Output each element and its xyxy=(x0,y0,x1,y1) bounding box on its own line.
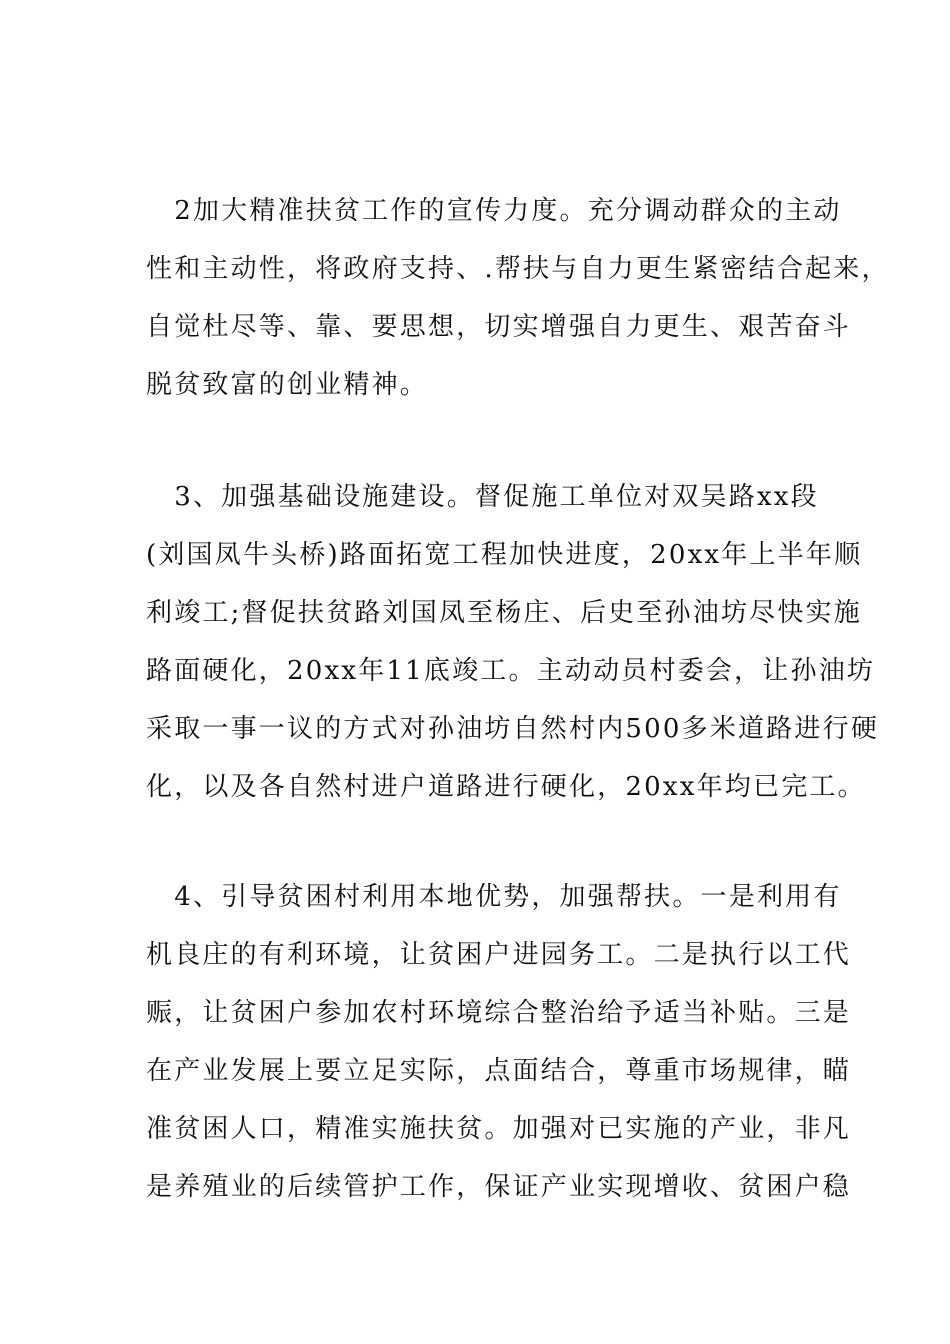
text-line: 利竣工;督促扶贫路刘国凤至杨庄、后史至孙油坊尽快实施 xyxy=(146,598,862,628)
text-line: 是养殖业的后续管护工作，保证产业实现增收、贫困户稳 xyxy=(146,1172,852,1202)
text-line: 3、加强基础设施建设。督促施工单位对双吴路xx段 xyxy=(146,482,819,512)
text-line: 脱贫致富的创业精神。 xyxy=(146,370,429,400)
text-line: (刘国凤牛头桥)路面拓宽工程加快进度，20xx年上半年顺 xyxy=(146,540,863,570)
text-line: 在产业发展上要立足实际，点面结合，尊重市场规律，瞄 xyxy=(146,1056,852,1086)
text-line: 准贫困人口，精准实施扶贫。加强对已实施的产业，非凡 xyxy=(146,1114,852,1144)
text-line: 化，以及各自然村进户道路进行硬化，20xx年均已完工。 xyxy=(146,772,866,802)
paragraph-local-advantage xyxy=(146,868,852,1216)
text-line: 机良庄的有利环境，让贫困户进园务工。二是执行以工代 xyxy=(146,940,852,970)
text-line: 性和主动性，将政府支持、.帮扶与自力更生紧密结合起来， xyxy=(146,254,890,284)
text-line: 采取一事一议的方式对孙油坊自然村内500多米道路进行硬 xyxy=(146,714,880,744)
text-line: 4、引导贫困村利用本地优势，加强帮扶。一是利用有 xyxy=(146,882,842,912)
paragraph-publicity xyxy=(146,182,890,414)
text-line: 赈，让贫困户参加农村环境综合整治给予适当补贴。三是 xyxy=(146,998,852,1028)
text-line: 2加大精准扶贫工作的宣传力度。充分调动群众的主动 xyxy=(146,196,842,226)
text-line: 路面硬化，20xx年11底竣工。主动动员村委会，让孙油坊 xyxy=(146,656,876,686)
text-line: 自觉杜尽等、靠、要思想，切实增强自力更生、艰苦奋斗 xyxy=(146,312,852,342)
paragraph-infrastructure xyxy=(146,468,880,816)
